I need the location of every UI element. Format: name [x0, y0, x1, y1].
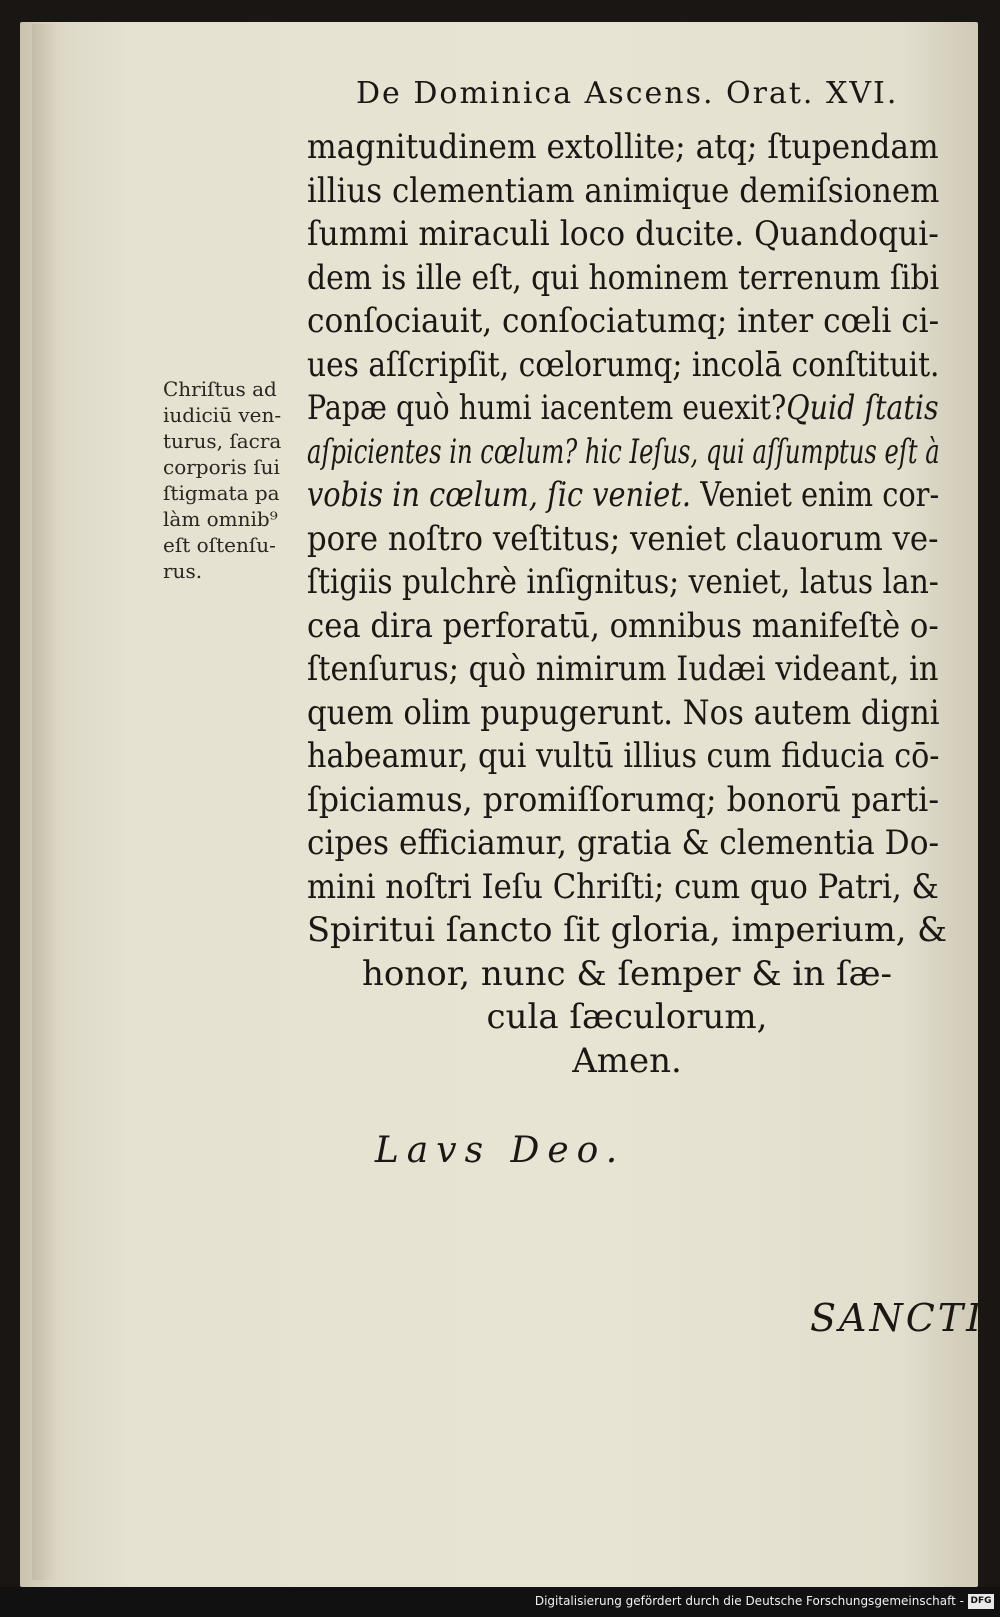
text-line: magnitudinem extollite; atq; ſtupendam — [307, 127, 939, 167]
text-line: conſociauit, conſociatumq; inter cœli ci- — [307, 301, 940, 341]
text-line — [307, 387, 939, 431]
marginal-note — [163, 376, 303, 584]
marginal-note-line: corporis ſui — [163, 455, 280, 479]
text-line: cipes efficiamur, gratia & clementia Do- — [307, 823, 940, 863]
page-gutter-edge — [32, 24, 56, 1580]
text-line: ues aſſcripſit, cœlorumq; incolā conſtituit. — [307, 344, 940, 385]
marginal-note-line: rus. — [163, 559, 203, 583]
text-line: dem is ille eſt, qui hominem terrenum ſibi — [307, 257, 940, 298]
text-segment: Veniet enim cor- — [691, 475, 940, 515]
digitization-footer — [0, 1587, 1000, 1617]
closing-laus-deo: Lavs Deo. — [374, 1130, 626, 1171]
text-line: illius clementiam animique demiſsionem — [307, 170, 940, 211]
text-line: ſpiciamus, promiſſorumq; bonorū parti- — [307, 779, 940, 820]
text-segment: Papæ quò humi iacentem euexit? — [307, 388, 787, 428]
catchword: SANCTI — [810, 1296, 985, 1340]
text-line: habeamur, qui vultū illius cum fiducia cō- — [307, 736, 940, 776]
footer-credit: Digitalisierung gefördert durch die Deutsche Forschungsgemeinschaft - — [534, 1594, 964, 1608]
main-text-block — [307, 126, 982, 1083]
text-line: cula ſæculorum, — [486, 997, 768, 1037]
text-line: quem olim pupugerunt. Nos autem digni — [307, 692, 940, 733]
marginal-note-line: iudiciū ven- — [163, 403, 282, 427]
text-line: ſummi miraculi loco ducite. Quandoqui- — [307, 214, 939, 254]
text-line — [307, 474, 940, 518]
marginal-note-line: Chriſtus ad — [163, 377, 277, 401]
running-title: De Dominica Ascens. Orat. XVI. — [356, 76, 899, 111]
text-line: pore noſtro veſtitus; veniet clauorum ve- — [307, 518, 939, 559]
marginal-note-line: ſtigmata pa — [163, 481, 280, 505]
marginal-note-line: làm omnib⁹ — [163, 507, 278, 531]
text-line: Spiritui ſancto ſit gloria, imperium, & — [307, 910, 948, 950]
text-line: cea dira perforatū, omnibus manifeſtè o- — [307, 605, 939, 646]
italic-quote-line: aſpicientes in cœlum? hic Ieſus, qui aſſumptus eſt à — [307, 431, 940, 472]
text-line: Amen. — [572, 1040, 682, 1081]
dfg-logo-icon: DFG — [968, 1594, 994, 1609]
text-line: ſtigiis pulchrè inſignitus; veniet, latus lan- — [307, 562, 939, 602]
marginal-note-line: turus, ſacra — [163, 429, 282, 453]
text-line: honor, nunc & ſemper & in ſæ- — [361, 953, 893, 994]
text-line: ſtenſurus; quò nimirum Iudæi videant, in — [307, 649, 939, 689]
marginal-note-line: eſt oſtenſu- — [163, 533, 276, 557]
italic-quote: Quid ſtatis — [786, 388, 939, 428]
text-line: mini noſtri Ieſu Chriſti; cum quo Patri, & — [307, 866, 939, 907]
italic-quote: vobis in cœlum, ſic veniet. — [307, 475, 692, 515]
